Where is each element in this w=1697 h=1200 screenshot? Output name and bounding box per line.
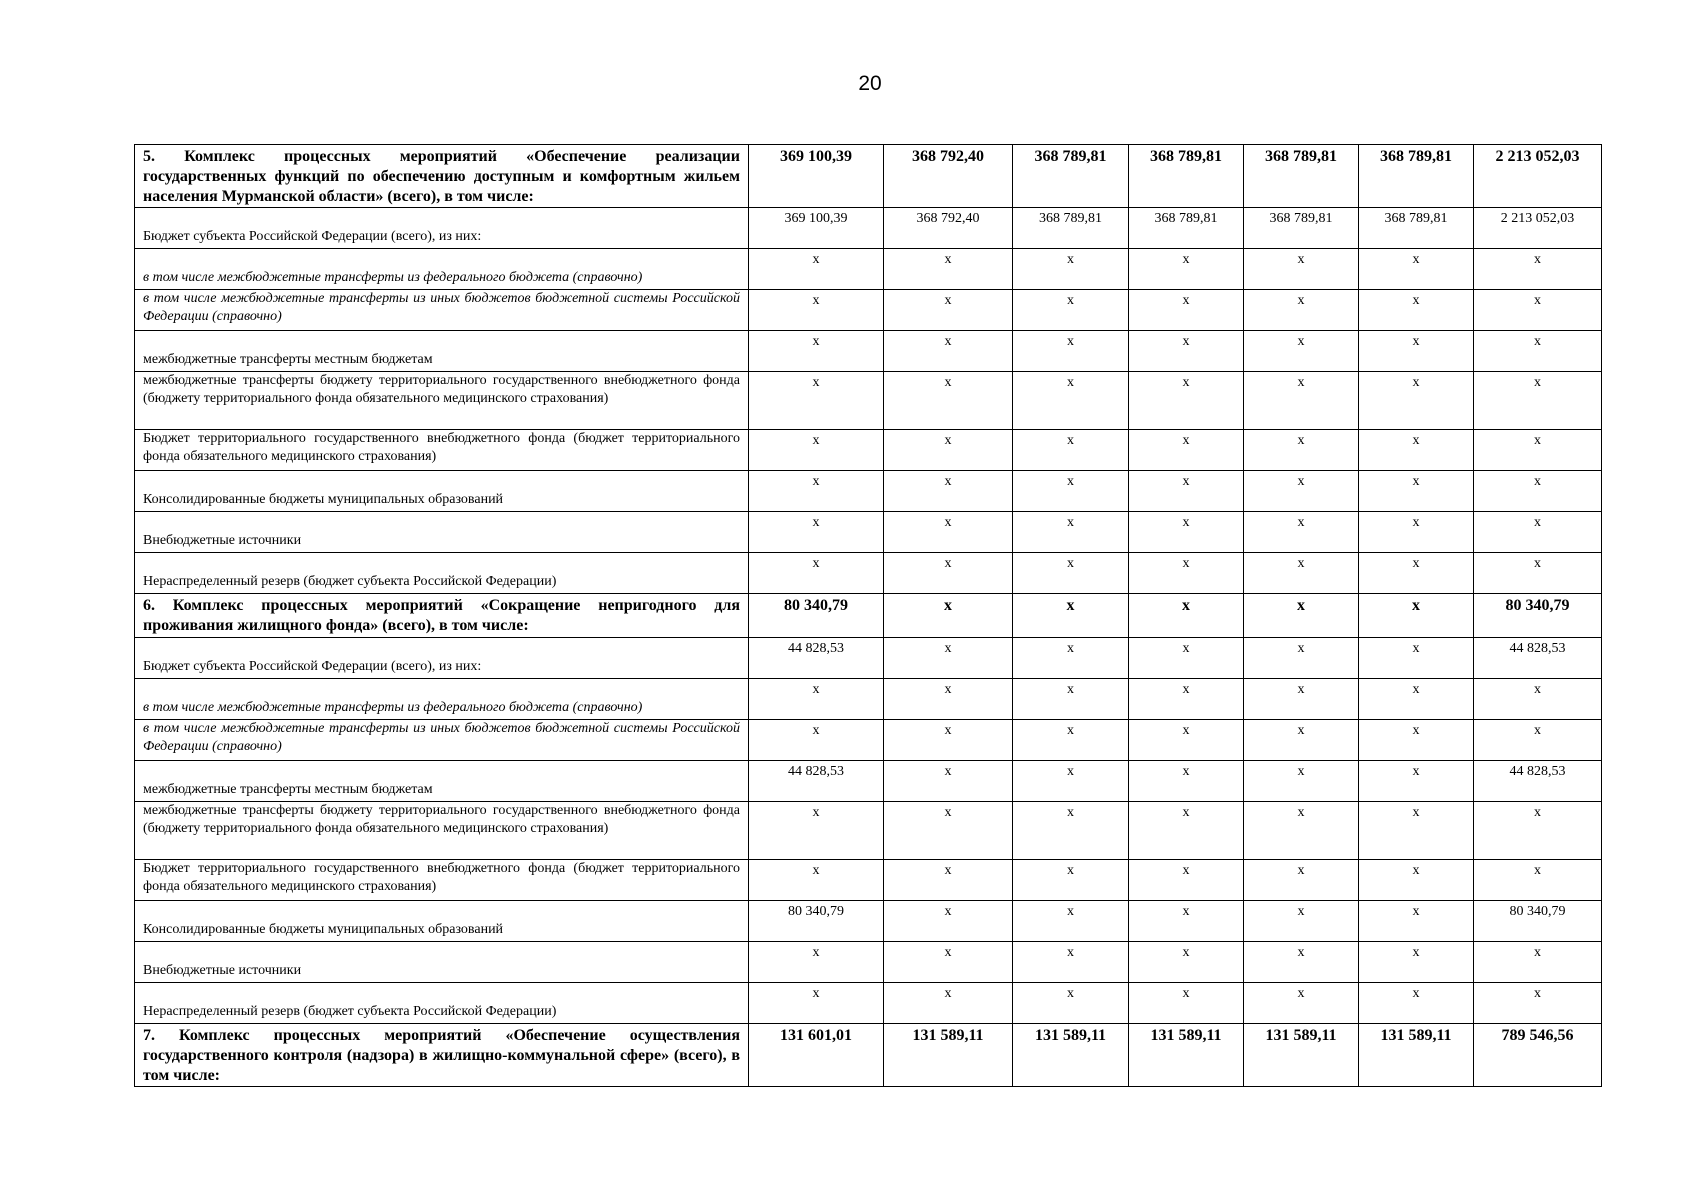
value-cell: x	[1013, 372, 1129, 430]
value-cell: x	[1129, 720, 1244, 761]
value-cell: x	[884, 761, 1013, 802]
value-cell: 80 340,79	[749, 594, 884, 638]
row-label: Бюджет субъекта Российской Федерации (всего), из них:	[135, 208, 749, 249]
table-row	[135, 512, 1602, 553]
value-cell: x	[1013, 983, 1129, 1024]
value-cell: x	[1244, 290, 1359, 331]
table-row	[135, 860, 1602, 901]
value-cell: x	[1359, 942, 1474, 983]
value-cell: x	[749, 942, 884, 983]
value-cell: x	[1359, 860, 1474, 901]
value-cell: 368 792,40	[884, 145, 1013, 208]
table-row	[135, 761, 1602, 802]
table-row	[135, 901, 1602, 942]
total-cell: x	[1474, 679, 1602, 720]
total-cell: x	[1474, 471, 1602, 512]
row-label: Нераспределенный резерв (бюджет субъекта Российской Федерации)	[135, 983, 749, 1024]
value-cell: x	[1129, 638, 1244, 679]
value-cell: x	[1129, 512, 1244, 553]
value-cell: 368 789,81	[1244, 145, 1359, 208]
value-cell: x	[884, 679, 1013, 720]
value-cell: x	[1013, 761, 1129, 802]
value-cell: x	[1359, 679, 1474, 720]
total-cell: 44 828,53	[1474, 638, 1602, 679]
value-cell: x	[1359, 372, 1474, 430]
value-cell: 368 792,40	[884, 208, 1013, 249]
value-cell: x	[1359, 249, 1474, 290]
value-cell: 368 789,81	[1129, 145, 1244, 208]
row-label: межбюджетные трансферты бюджету территориального государственного внебюджетного фонда (бюджету территориального фонда обязательного медицинского страхования)	[135, 372, 749, 430]
value-cell: 368 789,81	[1013, 208, 1129, 249]
row-label: Бюджет субъекта Российской Федерации (всего), из них:	[135, 638, 749, 679]
value-cell: 131 589,11	[1359, 1024, 1474, 1087]
value-cell: x	[1129, 594, 1244, 638]
value-cell: x	[1244, 761, 1359, 802]
row-label: в том числе межбюджетные трансферты из федерального бюджета (справочно)	[135, 679, 749, 720]
value-cell: x	[749, 430, 884, 471]
value-cell: x	[1244, 942, 1359, 983]
value-cell: 368 789,81	[1244, 208, 1359, 249]
section-title: 5. Комплекс процессных мероприятий «Обеспечение реализации государственных функций по обеспечению доступным и комфортным жильем населения Мурманской области» (всего), в том числе:	[135, 145, 749, 208]
row-label: Внебюджетные источники	[135, 942, 749, 983]
total-cell: 2 213 052,03	[1474, 145, 1602, 208]
value-cell: x	[1359, 471, 1474, 512]
value-cell: x	[884, 594, 1013, 638]
value-cell: x	[1244, 679, 1359, 720]
total-cell: x	[1474, 942, 1602, 983]
total-cell: x	[1474, 372, 1602, 430]
total-cell: x	[1474, 553, 1602, 594]
value-cell: 80 340,79	[749, 901, 884, 942]
value-cell: x	[884, 249, 1013, 290]
row-label: в том числе межбюджетные трансферты из федерального бюджета (справочно)	[135, 249, 749, 290]
row-label: Бюджет территориального государственного внебюджетного фонда (бюджет территориального фонда обязательного медицинского страхования)	[135, 430, 749, 471]
value-cell: x	[749, 553, 884, 594]
row-label: Консолидированные бюджеты муниципальных образований	[135, 901, 749, 942]
table-row	[135, 983, 1602, 1024]
value-cell: x	[749, 860, 884, 901]
table-row	[135, 208, 1602, 249]
table-row	[135, 942, 1602, 983]
value-cell: x	[1244, 553, 1359, 594]
row-label: межбюджетные трансферты местным бюджетам	[135, 761, 749, 802]
value-cell: x	[1129, 983, 1244, 1024]
value-cell: x	[1129, 901, 1244, 942]
table-row	[135, 331, 1602, 372]
value-cell: x	[884, 901, 1013, 942]
value-cell: x	[1359, 983, 1474, 1024]
table-row	[135, 638, 1602, 679]
value-cell: x	[1129, 553, 1244, 594]
value-cell: x	[1013, 249, 1129, 290]
row-label: межбюджетные трансферты местным бюджетам	[135, 331, 749, 372]
row-label: Внебюджетные источники	[135, 512, 749, 553]
total-cell: x	[1474, 430, 1602, 471]
value-cell: x	[749, 471, 884, 512]
value-cell: 369 100,39	[749, 145, 884, 208]
value-cell: x	[749, 802, 884, 860]
table-row	[135, 430, 1602, 471]
value-cell: x	[1359, 761, 1474, 802]
value-cell: x	[749, 983, 884, 1024]
value-cell: x	[1359, 290, 1474, 331]
value-cell: 368 789,81	[1013, 145, 1129, 208]
budget-table	[134, 144, 1602, 1087]
value-cell: x	[1129, 802, 1244, 860]
value-cell: x	[1013, 679, 1129, 720]
value-cell: x	[1359, 512, 1474, 553]
row-label: в том числе межбюджетные трансферты из иных бюджетов бюджетной системы Российской Федерации (справочно)	[135, 290, 749, 331]
value-cell: x	[1129, 331, 1244, 372]
total-cell: x	[1474, 802, 1602, 860]
row-label: Консолидированные бюджеты муниципальных образований	[135, 471, 749, 512]
value-cell: x	[1129, 290, 1244, 331]
value-cell: x	[749, 512, 884, 553]
table-row	[135, 679, 1602, 720]
value-cell: x	[1129, 249, 1244, 290]
value-cell: x	[1359, 331, 1474, 372]
total-cell: x	[1474, 290, 1602, 331]
value-cell: x	[1359, 553, 1474, 594]
value-cell: x	[1013, 860, 1129, 901]
value-cell: 131 589,11	[1244, 1024, 1359, 1087]
value-cell: 368 789,81	[1359, 208, 1474, 249]
value-cell: x	[1244, 860, 1359, 901]
value-cell: 131 601,01	[749, 1024, 884, 1087]
total-cell: 789 546,56	[1474, 1024, 1602, 1087]
table-body	[135, 145, 1602, 1087]
value-cell: 369 100,39	[749, 208, 884, 249]
total-cell: x	[1474, 983, 1602, 1024]
value-cell: x	[1129, 761, 1244, 802]
value-cell: x	[1359, 901, 1474, 942]
total-cell: x	[1474, 331, 1602, 372]
value-cell: 44 828,53	[749, 638, 884, 679]
value-cell: x	[1359, 430, 1474, 471]
value-cell: x	[1359, 594, 1474, 638]
value-cell: x	[749, 720, 884, 761]
value-cell: x	[1129, 942, 1244, 983]
value-cell: 368 789,81	[1359, 145, 1474, 208]
value-cell: x	[1013, 720, 1129, 761]
value-cell: x	[884, 720, 1013, 761]
section-row	[135, 594, 1602, 638]
value-cell: x	[884, 983, 1013, 1024]
value-cell: x	[749, 290, 884, 331]
value-cell: x	[1244, 594, 1359, 638]
value-cell: x	[1013, 638, 1129, 679]
value-cell: x	[1244, 512, 1359, 553]
total-cell: 80 340,79	[1474, 901, 1602, 942]
value-cell: x	[749, 249, 884, 290]
value-cell: x	[1013, 594, 1129, 638]
total-cell: 44 828,53	[1474, 761, 1602, 802]
value-cell: x	[1244, 901, 1359, 942]
total-cell: 80 340,79	[1474, 594, 1602, 638]
row-label: Бюджет территориального государственного внебюджетного фонда (бюджет территориального фонда обязательного медицинского страхования)	[135, 860, 749, 901]
value-cell: x	[884, 802, 1013, 860]
total-cell: 2 213 052,03	[1474, 208, 1602, 249]
value-cell: x	[1244, 802, 1359, 860]
section-row	[135, 1024, 1602, 1087]
table-row	[135, 372, 1602, 430]
value-cell: x	[1013, 942, 1129, 983]
value-cell: x	[884, 942, 1013, 983]
value-cell: x	[749, 331, 884, 372]
value-cell: x	[1013, 512, 1129, 553]
value-cell: 368 789,81	[1129, 208, 1244, 249]
table-row	[135, 249, 1602, 290]
value-cell: x	[884, 372, 1013, 430]
value-cell: x	[1013, 553, 1129, 594]
value-cell: x	[1013, 802, 1129, 860]
value-cell: x	[1244, 983, 1359, 1024]
value-cell: x	[1129, 471, 1244, 512]
table-row	[135, 290, 1602, 331]
row-label: Нераспределенный резерв (бюджет субъекта Российской Федерации)	[135, 553, 749, 594]
value-cell: x	[1129, 430, 1244, 471]
value-cell: x	[1244, 638, 1359, 679]
row-label: в том числе межбюджетные трансферты из иных бюджетов бюджетной системы Российской Федерации (справочно)	[135, 720, 749, 761]
value-cell: x	[1013, 290, 1129, 331]
value-cell: x	[884, 290, 1013, 331]
row-label: межбюджетные трансферты бюджету территориального государственного внебюджетного фонда (бюджету территориального фонда обязательного медицинского страхования)	[135, 802, 749, 860]
value-cell: x	[884, 430, 1013, 471]
table-row	[135, 471, 1602, 512]
value-cell: x	[1013, 430, 1129, 471]
value-cell: x	[884, 553, 1013, 594]
value-cell: x	[1359, 720, 1474, 761]
total-cell: x	[1474, 860, 1602, 901]
value-cell: x	[1359, 638, 1474, 679]
value-cell: x	[884, 331, 1013, 372]
value-cell: 131 589,11	[884, 1024, 1013, 1087]
value-cell: x	[749, 679, 884, 720]
value-cell: x	[1244, 372, 1359, 430]
total-cell: x	[1474, 512, 1602, 553]
table-row	[135, 802, 1602, 860]
total-cell: x	[1474, 720, 1602, 761]
value-cell: x	[1129, 372, 1244, 430]
value-cell: 44 828,53	[749, 761, 884, 802]
value-cell: x	[1129, 860, 1244, 901]
value-cell: x	[1013, 901, 1129, 942]
table-row	[135, 553, 1602, 594]
value-cell: 131 589,11	[1013, 1024, 1129, 1087]
value-cell: x	[1359, 802, 1474, 860]
value-cell: x	[1013, 331, 1129, 372]
section-row	[135, 145, 1602, 208]
value-cell: x	[884, 638, 1013, 679]
value-cell: x	[884, 512, 1013, 553]
value-cell: x	[1244, 331, 1359, 372]
value-cell: x	[749, 372, 884, 430]
value-cell: x	[1013, 471, 1129, 512]
value-cell: x	[1244, 471, 1359, 512]
value-cell: 131 589,11	[1129, 1024, 1244, 1087]
value-cell: x	[1129, 679, 1244, 720]
table-row	[135, 720, 1602, 761]
value-cell: x	[1244, 249, 1359, 290]
value-cell: x	[1244, 720, 1359, 761]
page-number: 20	[858, 72, 882, 95]
value-cell: x	[884, 860, 1013, 901]
value-cell: x	[1244, 430, 1359, 471]
section-title: 7. Комплекс процессных мероприятий «Обеспечение осуществления государственного контроля (надзора) в жилищно-коммунальной сфере» (всего), в том числе:	[135, 1024, 749, 1087]
value-cell: x	[884, 471, 1013, 512]
total-cell: x	[1474, 249, 1602, 290]
section-title: 6. Комплекс процессных мероприятий «Сокращение непригодного для проживания жилищного фонда» (всего), в том числе:	[135, 594, 749, 638]
